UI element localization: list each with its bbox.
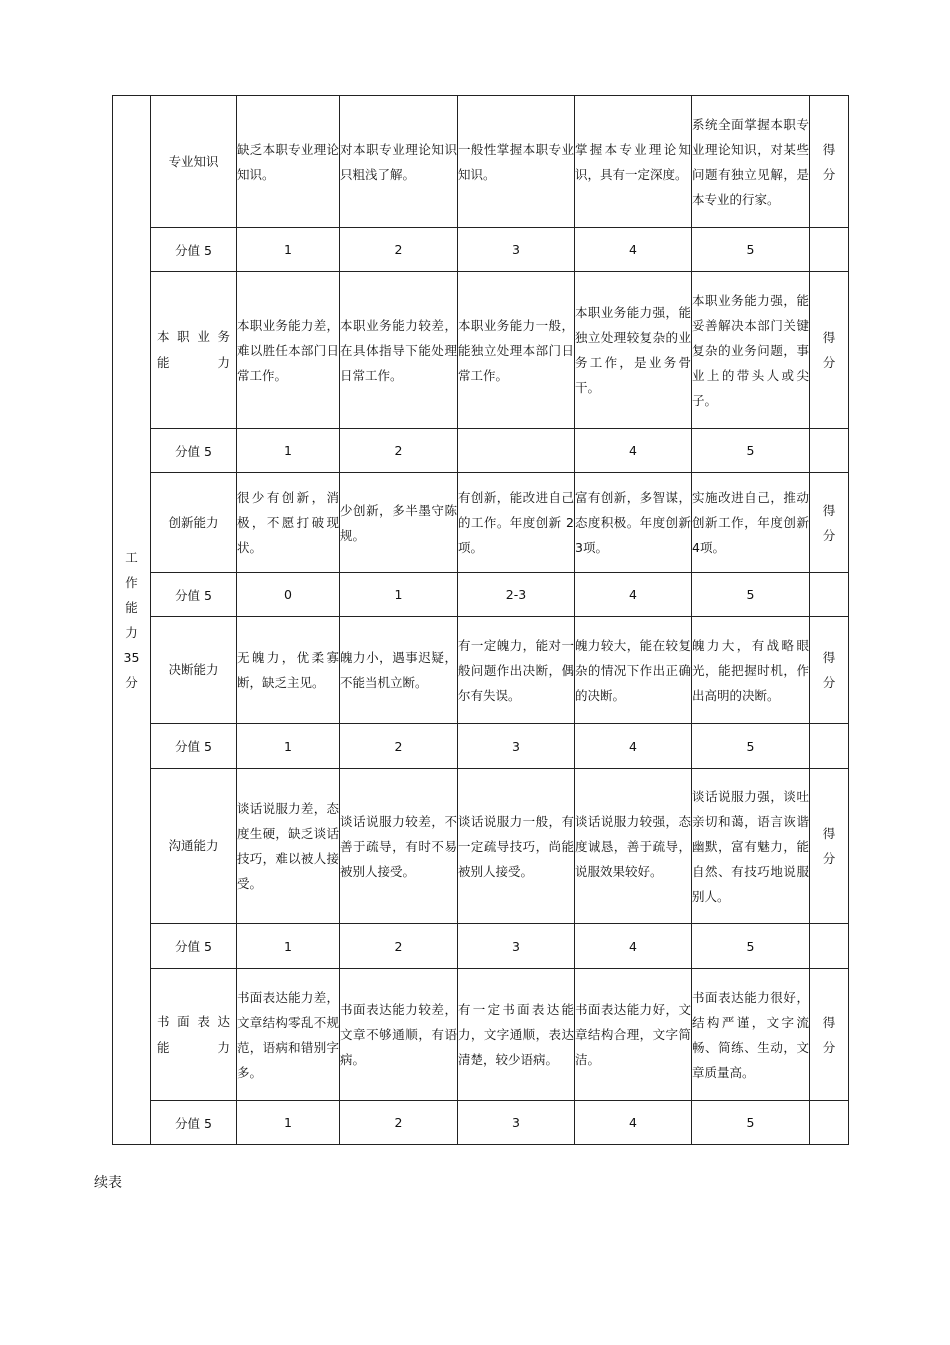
value-cell: 3 [458,1101,575,1145]
value-cell: 3 [458,228,575,272]
value-cell: 4 [575,573,692,617]
score-label: 得 分 [810,969,849,1101]
value-cell: 0 [237,573,340,617]
value-cell: 2-3 [458,573,575,617]
value-cell [458,429,575,473]
level-description: 本职业务能力差，难以胜任本部门日常工作。 [237,272,340,429]
value-cell: 3 [458,724,575,769]
item-name: 决断能力 [151,617,237,724]
value-cell: 1 [237,1101,340,1145]
value-row [113,429,849,473]
value-label: 分值 5 [151,228,237,272]
value-cell: 5 [692,924,810,969]
value-cell: 2 [340,1101,458,1145]
level-description: 本职业务能力一般，能独立处理本部门日常工作。 [458,272,575,429]
value-row [113,228,849,272]
level-description: 无魄力，优柔寡断，缺乏主见。 [237,617,340,724]
value-row [113,1101,849,1145]
item-name: 本职业务 能力 [151,272,237,429]
value-cell: 1 [237,724,340,769]
value-row [113,724,849,769]
value-cell: 1 [340,573,458,617]
value-cell: 1 [237,228,340,272]
level-description: 本职业务能力较差，在具体指导下能处理日常工作。 [340,272,458,429]
level-description: 谈话说服力差，态度生硬，缺乏谈话技巧，难以被人接受。 [237,769,340,924]
level-description: 谈话说服力较强，态度诚恳，善于疏导，说服效果较好。 [575,769,692,924]
item-name: 沟通能力 [151,769,237,924]
score-label: 得 分 [810,473,849,573]
level-description: 掌握本专业理论知识，具有一定深度。 [575,96,692,228]
value-label: 分值 5 [151,724,237,769]
score-input-cell[interactable] [810,429,849,473]
level-description: 有一定书面表达能力，文字通顺，表达清楚，较少语病。 [458,969,575,1101]
level-description: 魄力大，有战略眼光，能把握时机，作出高明的决断。 [692,617,810,724]
level-description: 实施改进自己，推动创新工作，年度创新 4项。 [692,473,810,573]
value-cell: 4 [575,924,692,969]
score-label: 得 分 [810,769,849,924]
value-cell: 5 [692,724,810,769]
score-input-cell[interactable] [810,724,849,769]
value-cell: 5 [692,1101,810,1145]
score-label: 得 分 [810,272,849,429]
value-cell: 4 [575,429,692,473]
level-description: 魄力较大，能在较复杂的情况下作出正确的决断。 [575,617,692,724]
value-row [113,573,849,617]
level-description: 谈话说服力较差，不善于疏导，有时不易被别人接受。 [340,769,458,924]
level-description: 魄力小，遇事迟疑，不能当机立断。 [340,617,458,724]
item-name: 专业知识 [151,96,237,228]
value-cell: 2 [340,924,458,969]
level-description: 系统全面掌握本职专业理论知识，对某些问题有独立见解，是本专业的行家。 [692,96,810,228]
value-cell: 2 [340,429,458,473]
criteria-row [113,272,849,429]
score-input-cell[interactable] [810,1101,849,1145]
level-description: 缺乏本职专业理论知识。 [237,96,340,228]
criteria-row [113,96,849,228]
item-name: 创新能力 [151,473,237,573]
level-description: 有一定魄力，能对一般问题作出决断，偶尔有失误。 [458,617,575,724]
value-cell: 2 [340,228,458,272]
value-cell: 2 [340,724,458,769]
level-description: 书面表达能力好，文章结构合理，文字简洁。 [575,969,692,1101]
level-description: 书面表达能力差，文章结构零乱不规范，语病和错别字多。 [237,969,340,1101]
category-cell: 工 作 能 力 35 分 [113,96,151,1145]
value-cell: 4 [575,724,692,769]
score-label: 得 分 [810,96,849,228]
level-description: 很少有创新，消极，不愿打破现状。 [237,473,340,573]
value-cell: 4 [575,1101,692,1145]
value-label: 分值 5 [151,924,237,969]
level-description: 少创新，多半墨守陈规。 [340,473,458,573]
continued-table-label: 续表 [94,1175,122,1191]
value-cell: 4 [575,228,692,272]
criteria-row [113,969,849,1101]
score-label: 得 分 [810,617,849,724]
criteria-row [113,473,849,573]
level-description: 一般性掌握本职专业知识。 [458,96,575,228]
level-description: 谈话说服力一般，有一定疏导技巧，尚能被别人接受。 [458,769,575,924]
value-cell: 1 [237,429,340,473]
value-label: 分值 5 [151,573,237,617]
level-description: 对本职专业理论知识只粗浅了解。 [340,96,458,228]
score-input-cell[interactable] [810,924,849,969]
value-label: 分值 5 [151,1101,237,1145]
value-row [113,924,849,969]
level-description: 有创新，能改进自己的工作。年度创新 2项。 [458,473,575,573]
value-cell: 1 [237,924,340,969]
level-description: 本职业务能力强，能妥善解决本部门关键复杂的业务问题，事业上的带头人或尖子。 [692,272,810,429]
level-description: 本职业务能力强，能独立处理较复杂的业务工作，是业务骨干。 [575,272,692,429]
score-input-cell[interactable] [810,573,849,617]
value-cell: 5 [692,573,810,617]
level-description: 谈话说服力强，谈吐亲切和蔼，语言诙谐幽默，富有魅力，能自然、有技巧地说服别人。 [692,769,810,924]
value-label: 分值 5 [151,429,237,473]
value-cell: 5 [692,429,810,473]
criteria-row [113,769,849,924]
level-description: 书面表达能力很好，结构严谨，文字流畅、简练、生动，文章质量高。 [692,969,810,1101]
value-cell: 3 [458,924,575,969]
criteria-row [113,617,849,724]
value-cell: 5 [692,228,810,272]
score-input-cell[interactable] [810,228,849,272]
evaluation-table [112,95,849,1145]
level-description: 富有创新，多智谋，态度积极。年度创新 3项。 [575,473,692,573]
item-name: 书面表达 能力 [151,969,237,1101]
level-description: 书面表达能力较差，文章不够通顺，有语病。 [340,969,458,1101]
